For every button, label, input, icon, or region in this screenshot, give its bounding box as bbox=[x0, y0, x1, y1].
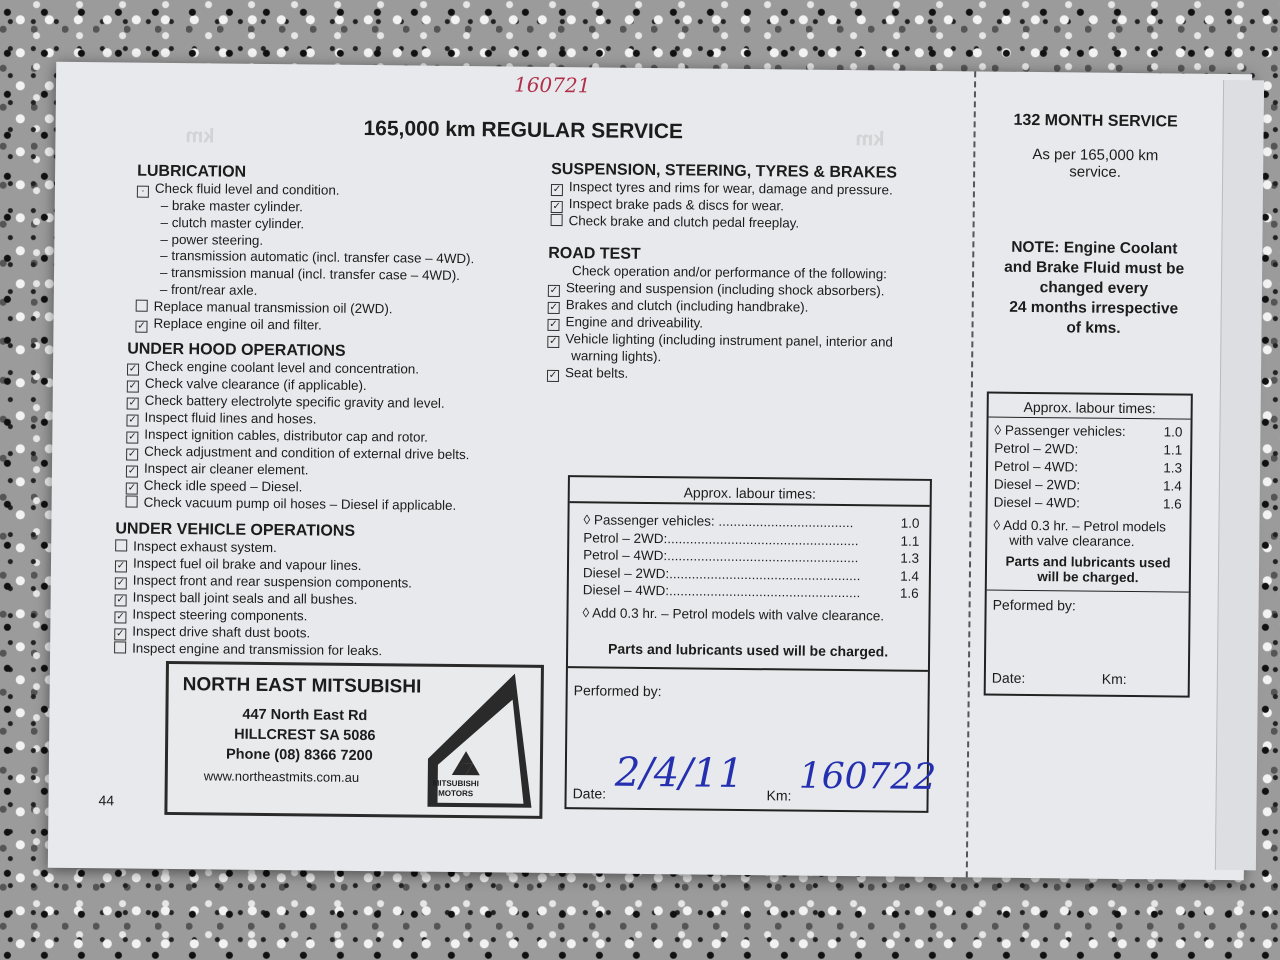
checklist-item-text: Inspect air cleaner element. bbox=[143, 460, 309, 478]
checkbox-icon[interactable]: ✓ bbox=[116, 577, 126, 589]
side-service-column bbox=[989, 112, 1199, 340]
checklist-item-text: Check adjustment and condition of external drive belts. bbox=[144, 443, 470, 463]
checklist-item-text: Inspect exhaust system. bbox=[133, 538, 277, 556]
checkbox-icon[interactable]: ✓ bbox=[128, 380, 138, 392]
side-labour-rows bbox=[988, 418, 1191, 514]
suspension-list bbox=[551, 179, 897, 233]
page-title: 165,000 km REGULAR SERVICE bbox=[363, 116, 684, 144]
checklist-item bbox=[135, 315, 473, 336]
service-booklet-page bbox=[48, 62, 1252, 880]
checklist-item-continuation: warning lights). bbox=[571, 347, 662, 364]
checkbox-icon[interactable]: ✓ bbox=[549, 284, 559, 296]
checkbox-icon[interactable]: ✓ bbox=[552, 183, 562, 196]
next-page-edge bbox=[1215, 80, 1264, 870]
side-note-5: of kms. bbox=[1066, 319, 1121, 337]
dealer-phone: Phone (08) 8366 7200 bbox=[225, 746, 373, 765]
side-add-2: with valve clearance. bbox=[1009, 532, 1135, 550]
checklist-item-text: Inspect drive shaft dust boots. bbox=[132, 623, 311, 641]
side-heading: 132 MONTH SERVICE bbox=[1013, 111, 1178, 131]
labour-row bbox=[994, 440, 1182, 460]
labour-row-value: 1.6 bbox=[1162, 496, 1182, 512]
checkbox-icon[interactable] bbox=[114, 641, 126, 653]
labour-rows bbox=[569, 503, 930, 602]
checklist-item-text: Check battery electrolyte specific gravity and level. bbox=[144, 392, 445, 411]
logo-text-1: MITSUBISHI bbox=[432, 778, 479, 789]
performed-by-label: Performed by: bbox=[573, 681, 662, 699]
dealer-name: NORTH EAST MITSUBISHI bbox=[182, 674, 422, 698]
labour-row-label: Petrol – 4WD:................................................... bbox=[583, 547, 859, 566]
labour-row-label: Petrol – 2WD:................................................... bbox=[583, 529, 859, 548]
bleed-through-text: km bbox=[855, 128, 885, 151]
checklist-item-text: Inspect fuel oil brake and vapour lines. bbox=[132, 555, 362, 573]
labour-note: ◊ Add 0.3 hr. – Petrol models with valve clearance. bbox=[582, 604, 885, 623]
checklist-item-text: Check brake and clutch pedal freeplay. bbox=[568, 213, 800, 231]
km-label: Km: bbox=[766, 787, 792, 804]
checklist-item bbox=[126, 495, 469, 515]
labour-row-value: 1.1 bbox=[900, 533, 920, 549]
under-vehicle-section bbox=[114, 520, 413, 660]
dealer-address-line1: 447 North East Rd bbox=[242, 706, 368, 725]
checklist-item-text: – transmission automatic (incl. transfer case – 4WD). bbox=[160, 248, 475, 267]
logo-text-2: MOTORS bbox=[438, 788, 474, 799]
checkbox-icon[interactable]: ✓ bbox=[116, 594, 125, 606]
road-test-heading: ROAD TEST bbox=[548, 244, 641, 263]
checklist-item-text: Check engine coolant level and concentration. bbox=[144, 358, 420, 377]
checkbox-icon[interactable]: ✓ bbox=[116, 560, 126, 572]
labour-row-label: ◊ Passenger vehicles: bbox=[994, 422, 1126, 439]
checkbox-icon[interactable] bbox=[126, 496, 138, 508]
labour-row bbox=[994, 494, 1182, 514]
checkbox-icon[interactable]: ✓ bbox=[549, 301, 558, 313]
checklist-item-text: – brake master cylinder. bbox=[160, 197, 303, 215]
dealer-stamp bbox=[164, 661, 544, 819]
side-note-3: changed every bbox=[1039, 279, 1149, 298]
checkbox-icon[interactable]: ✓ bbox=[549, 335, 558, 347]
checkbox-icon[interactable] bbox=[136, 299, 148, 311]
lubrication-section bbox=[135, 163, 475, 336]
checkbox-icon[interactable]: ✓ bbox=[128, 431, 137, 443]
checklist-item-text: Inspect ball joint seals and all bushes. bbox=[132, 589, 358, 607]
checklist-item-text: Check valve clearance (if applicable). bbox=[144, 375, 367, 394]
labour-row bbox=[994, 458, 1182, 478]
checkbox-icon[interactable]: ✓ bbox=[548, 369, 558, 381]
checkbox-icon[interactable]: ✓ bbox=[128, 363, 138, 375]
checklist-item-text: Vehicle lighting (including instrument panel, interior and bbox=[565, 330, 893, 350]
perforation-line bbox=[966, 71, 976, 877]
checklist-item-text: Brakes and clutch (including handbrake). bbox=[565, 296, 809, 315]
checklist-item-text: Inspect front and rear suspension components. bbox=[132, 572, 413, 591]
handwritten-km: 160722 bbox=[798, 755, 937, 799]
suspension-heading: SUSPENSION, STEERING, TYRES & BRAKES bbox=[551, 160, 898, 182]
checkbox-icon[interactable]: ✓ bbox=[127, 465, 137, 477]
checklist-item bbox=[114, 640, 411, 660]
checklist-item-text: – transmission manual (incl. transfer case – 4WD). bbox=[159, 265, 461, 284]
road-test-intro: Check operation and/or performance of the following: bbox=[572, 263, 888, 282]
road-test-list bbox=[547, 280, 894, 385]
checkbox-icon[interactable]: ✓ bbox=[128, 414, 137, 426]
side-note-2: and Brake Fluid must be bbox=[1004, 258, 1185, 278]
labour-row-label: Diesel – 2WD:................................................... bbox=[582, 564, 861, 583]
handwritten-date: 2/4/11 bbox=[614, 749, 744, 797]
side-sub-1: As per 165,000 km bbox=[1032, 145, 1159, 165]
labour-row-label: Petrol – 4WD: bbox=[993, 458, 1079, 475]
handwritten-top-note: 160721 bbox=[513, 72, 591, 98]
page-number: 44 bbox=[98, 792, 115, 809]
checklist-item-text: Inspect fluid lines and hoses. bbox=[144, 409, 317, 427]
checklist-item-text: – power steering. bbox=[160, 231, 264, 248]
side-sub-2: service. bbox=[1069, 163, 1122, 181]
bleed-through-text: km bbox=[185, 125, 215, 148]
side-km-label: Km: bbox=[1101, 670, 1127, 688]
checkbox-icon[interactable]: ✓ bbox=[116, 611, 125, 623]
checklist-item-text: Inspect brake pads & discs for wear. bbox=[568, 196, 784, 214]
labour-row bbox=[583, 581, 919, 602]
labour-row-value: 1.0 bbox=[900, 515, 920, 531]
checklist-item-text: Engine and driveability. bbox=[565, 313, 704, 331]
side-add-1: ◊ Add 0.3 hr. – Petrol models bbox=[993, 517, 1167, 535]
checklist-item bbox=[547, 365, 893, 386]
date-label: Date: bbox=[572, 785, 607, 802]
labour-row-value: 1.0 bbox=[1163, 424, 1183, 440]
side-note-4: 24 months irrespective bbox=[1009, 298, 1179, 318]
dealer-website: www.northeastmits.com.au bbox=[203, 768, 360, 785]
labour-row bbox=[994, 422, 1182, 442]
labour-parts-note: Parts and lubricants used will be charged. bbox=[568, 620, 928, 672]
side-note-1: NOTE: Engine Coolant bbox=[1011, 238, 1178, 258]
side-parts-1: Parts and lubricants used bbox=[1005, 553, 1171, 571]
side-labour-heading: Approx. labour times: bbox=[989, 394, 1191, 420]
checklist-item-text: Seat belts. bbox=[564, 364, 629, 381]
checkbox-icon[interactable]: ✓ bbox=[127, 448, 137, 460]
labour-row-value: 1.3 bbox=[1163, 460, 1183, 476]
checklist-item-text: Replace manual transmission oil (2WD). bbox=[153, 298, 393, 317]
under-hood-heading: UNDER HOOD OPERATIONS bbox=[127, 340, 346, 360]
under-vehicle-heading: UNDER VEHICLE OPERATIONS bbox=[115, 520, 356, 540]
labour-row-label: Petrol – 2WD: bbox=[994, 440, 1079, 457]
checklist-item-text: Check fluid level and condition. bbox=[154, 180, 340, 198]
checklist-item bbox=[551, 213, 897, 233]
side-note bbox=[989, 238, 1198, 340]
labour-row-label: ◊ Passenger vehicles: .................................... bbox=[583, 512, 854, 531]
under-hood-list bbox=[126, 359, 471, 515]
side-labour-box bbox=[984, 392, 1193, 698]
checklist-item-text: Steering and suspension (including shock absorbers). bbox=[565, 279, 885, 299]
side-date-label: Date: bbox=[991, 669, 1026, 686]
under-vehicle-list bbox=[114, 538, 412, 660]
labour-row bbox=[994, 476, 1182, 496]
labour-row-value: 1.6 bbox=[899, 585, 919, 601]
side-performed-label: Peformed by: bbox=[992, 596, 1076, 614]
under-hood-section bbox=[126, 341, 471, 515]
checklist-item-text: Inspect engine and transmission for leaks. bbox=[132, 640, 383, 659]
labour-row-label: Diesel – 2WD: bbox=[993, 476, 1081, 493]
checklist-item-text: – clutch master cylinder. bbox=[160, 214, 305, 232]
suspension-section bbox=[551, 161, 898, 233]
checkbox-icon[interactable]: · bbox=[137, 186, 149, 198]
labour-times-box bbox=[564, 475, 937, 813]
checkbox-icon[interactable]: ✓ bbox=[137, 320, 146, 332]
lubrication-list bbox=[135, 181, 475, 336]
side-parts-2: will be charged. bbox=[987, 569, 1189, 593]
labour-row-label: Diesel – 4WD: bbox=[993, 494, 1081, 511]
checklist-item-text: Check idle speed – Diesel. bbox=[143, 477, 303, 495]
checklist-item-text: Inspect tyres and rims for wear, damage and pressure. bbox=[568, 179, 893, 198]
road-test-section bbox=[547, 245, 894, 385]
checkbox-icon[interactable] bbox=[551, 214, 563, 226]
checklist-item-text: Inspect steering components. bbox=[132, 606, 308, 624]
lubrication-heading: LUBRICATION bbox=[137, 162, 247, 181]
labour-heading: Approx. labour times: bbox=[570, 477, 930, 507]
checklist-item-text: Check vacuum pump oil hoses – Diesel if applicable. bbox=[143, 494, 457, 513]
checklist-item-text: Inspect ignition cables, distributor cap and rotor. bbox=[144, 426, 429, 445]
checklist-item-text: Replace engine oil and filter. bbox=[153, 315, 322, 333]
labour-row-value: 1.4 bbox=[1163, 478, 1182, 494]
checkbox-icon[interactable]: ✓ bbox=[549, 318, 558, 330]
labour-row-value: 1.1 bbox=[1163, 442, 1183, 458]
labour-row-value: 1.4 bbox=[900, 568, 919, 584]
checkbox-icon[interactable] bbox=[115, 539, 127, 551]
checklist-item-text: – front/rear axle. bbox=[159, 281, 258, 298]
checkbox-icon[interactable]: ✓ bbox=[116, 628, 125, 640]
labour-row-value: 1.3 bbox=[900, 550, 920, 566]
checkbox-icon[interactable]: ✓ bbox=[552, 200, 562, 213]
labour-row-label: Diesel – 4WD:................................................... bbox=[582, 582, 861, 601]
checkbox-icon[interactable]: ✓ bbox=[128, 397, 137, 409]
dealer-address-line2: HILLCREST SA 5086 bbox=[234, 726, 376, 745]
checkbox-icon[interactable]: ✓ bbox=[127, 482, 137, 494]
